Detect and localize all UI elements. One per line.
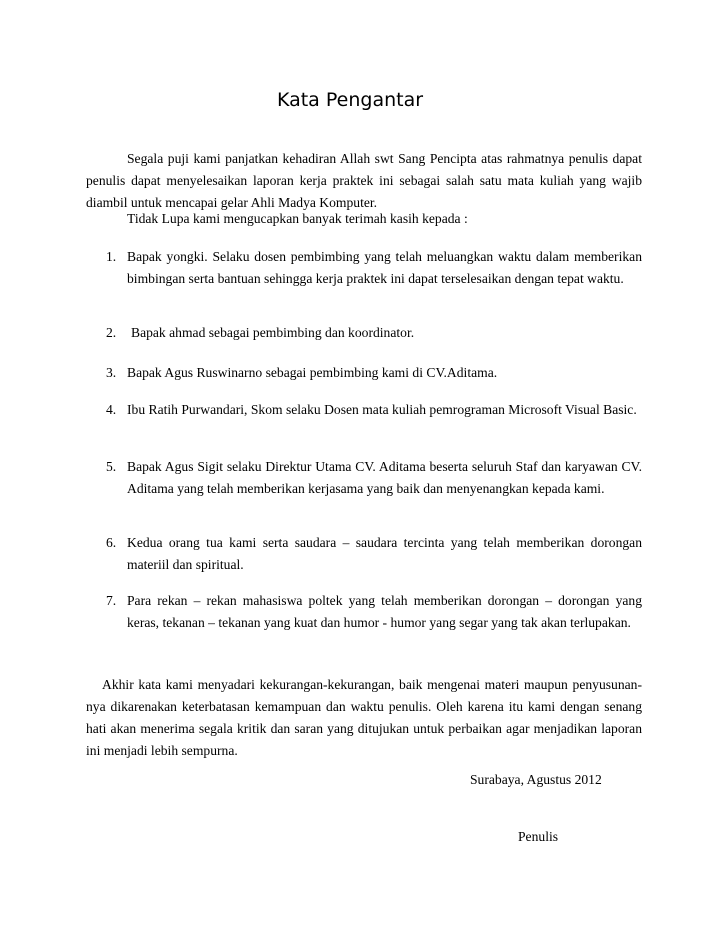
list-number: 3. — [106, 365, 117, 380]
acknowledgement-item — [106, 532, 642, 576]
list-number: 2. — [106, 325, 117, 340]
acknowledgement-item — [106, 362, 642, 384]
list-number: 4. — [106, 402, 117, 417]
list-number: 6. — [106, 535, 117, 550]
signature-label: Penulis — [518, 829, 559, 844]
acknowledgement-item — [106, 590, 642, 634]
list-number: 1. — [106, 249, 117, 264]
list-item-text: Ibu Ratih Purwandari, Skom selaku Dosen mata kuliah pemrograman Microsoft Visual Basic. — [127, 402, 637, 417]
acknowledgement-item — [106, 456, 642, 500]
list-item-text: Bapak Agus Ruswinarno sebagai pembimbing kami di CV.Aditama. — [127, 365, 498, 380]
list-item-text: Kedua orang tua kami serta saudara – saudara tercinta yang telah memberikan dorongan materiil dan spiritual. — [127, 535, 642, 572]
list-item-text: Bapak ahmad sebagai pembimbing dan koordinator. — [131, 325, 415, 340]
closing-paragraph: Akhir kata kami menyadari kekurangan-kekurangan, baik mengenai materi maupun penyusunan-nya dikarenakan keterbatasan kemampuan dan waktu penulis. Oleh karena itu kami dengan senang hati akan menerima segala kritik dan saran yang ditujukan untuk perbaikan agar menjadikan laporan ini menjadi lebih sempurna. — [86, 677, 642, 758]
acknowledgement-item — [106, 322, 642, 344]
list-item-text: Para rekan – rekan mahasiswa poltek yang telah memberikan dorongan – dorongan yang keras, tekanan – tekanan yang kuat dan humor - humor yang segar yang tak akan terlupakan. — [127, 593, 642, 630]
acknowledgement-item — [106, 399, 642, 421]
list-item-text: Bapak Agus Sigit selaku Direktur Utama CV. Aditama beserta seluruh Staf dan karyawan CV. Aditama yang telah memberikan kerjasama yang baik dan menyenangkan kepada kami. — [127, 459, 642, 496]
page-title: Kata Pengantar — [276, 89, 424, 111]
acknowledgement-item — [106, 246, 642, 290]
intro-paragraph: Segala puji kami panjatkan kehadiran Allah swt Sang Pencipta atas rahmatnya penulis dapat penulis dapat menyelesaikan laporan kerja praktek ini sebagai salah satu mata kuliah yang wajib diambil untuk mencapai gelar Ahli Madya Komputer. — [86, 151, 642, 210]
list-item-text: Bapak yongki. Selaku dosen pembimbing yang telah meluangkan waktu dalam memberikan bimbingan serta bantuan sehingga kerja praktek ini dapat terselesaikan dengan tepat waktu. — [127, 249, 642, 286]
thanks-intro: Tidak Lupa kami mengucapkan banyak terimah kasih kepada : — [127, 211, 468, 226]
list-number: 7. — [106, 593, 117, 608]
list-number: 5. — [106, 459, 117, 474]
place-date: Surabaya, Agustus 2012 — [470, 772, 602, 787]
